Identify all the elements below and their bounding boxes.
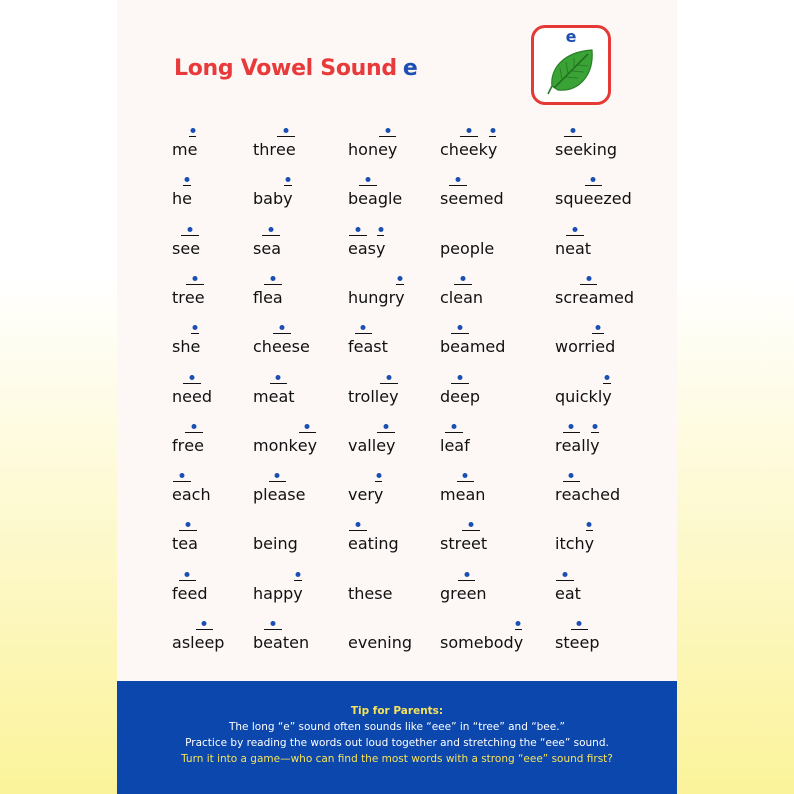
title-text: Long Vowel Sound: [174, 56, 397, 81]
word-item: chee se: [253, 338, 310, 356]
word-item: trolley: [348, 388, 399, 406]
word-item: squee zed: [555, 190, 632, 208]
word-item: baby: [253, 190, 293, 208]
word-item: honey: [348, 141, 397, 159]
word-item: see: [172, 240, 200, 258]
tip-line-2: Practice by reading the words out loud together and stretching the “eee” sound.: [185, 737, 609, 749]
word-item: he: [172, 190, 192, 208]
word-item: me: [172, 141, 197, 159]
tip-line-1: The long “e” sound often sounds like “eee” in “tree” and “bee.”: [228, 721, 565, 733]
word-item: ea ting: [348, 535, 399, 553]
word-item: screa med: [555, 289, 634, 307]
word-item: sea: [253, 240, 281, 258]
word-item: valley: [348, 437, 396, 455]
word-item: monkey: [253, 437, 317, 455]
word-item: quickly: [555, 388, 612, 406]
word-item: tea: [172, 535, 198, 553]
word-item: evening: [348, 633, 413, 652]
word-item: ea ch: [172, 486, 211, 504]
word-item: gree n: [440, 585, 487, 603]
word-item: fea: [253, 289, 283, 307]
word-item: mea t: [253, 388, 295, 406]
word-item: worrie d: [555, 338, 615, 356]
word-item: stree t: [440, 535, 487, 553]
word-item: these: [348, 583, 393, 603]
word-item: see med: [440, 190, 504, 208]
word-item: nee d: [172, 388, 212, 406]
word-item: ea t: [555, 585, 581, 603]
word-item: plea se: [253, 486, 305, 504]
word-item: see king: [555, 141, 617, 159]
word-item: tree: [172, 289, 205, 307]
parent-tip-footer: [117, 681, 677, 794]
word-item: aslee p: [172, 634, 224, 652]
word-item: dee p: [440, 388, 480, 406]
word-item: nea t: [555, 240, 591, 258]
word-item: chee ky: [440, 141, 497, 159]
word-item: she: [172, 338, 200, 356]
logo-letter: e: [565, 27, 577, 46]
word-grid: [117, 0, 677, 680]
word-item: clea n: [440, 289, 483, 307]
word-item: itchy: [555, 535, 594, 553]
word-item: happy: [253, 585, 303, 603]
word-item: three: [253, 141, 296, 159]
word-item: very: [348, 486, 383, 504]
word-item: people: [440, 238, 495, 258]
tip-line-3: Turn it into a game—who can find the most words with a strong “eee” sound first?: [181, 753, 613, 765]
word-item: free: [172, 437, 204, 455]
word-item: somebody: [440, 634, 523, 652]
word-item: bea gle: [348, 190, 402, 208]
word-item: lea f: [440, 437, 470, 455]
worksheet-page: [117, 0, 677, 794]
word-item: fee d: [172, 585, 207, 603]
word-item: bea med: [440, 338, 505, 356]
word-item: being: [253, 534, 298, 554]
tip-title: Tip for Parents:: [350, 705, 444, 717]
word-item: rea lly: [555, 437, 600, 455]
word-item: hungry: [348, 289, 405, 307]
title-letter: e: [402, 56, 418, 81]
word-item: ea sy: [348, 240, 385, 258]
word-item: rea ched: [555, 486, 620, 504]
word-item: bea ten: [253, 634, 309, 652]
word-item: mea n: [440, 486, 485, 504]
word-item: fea st: [348, 338, 388, 356]
word-item: stee p: [555, 634, 599, 652]
